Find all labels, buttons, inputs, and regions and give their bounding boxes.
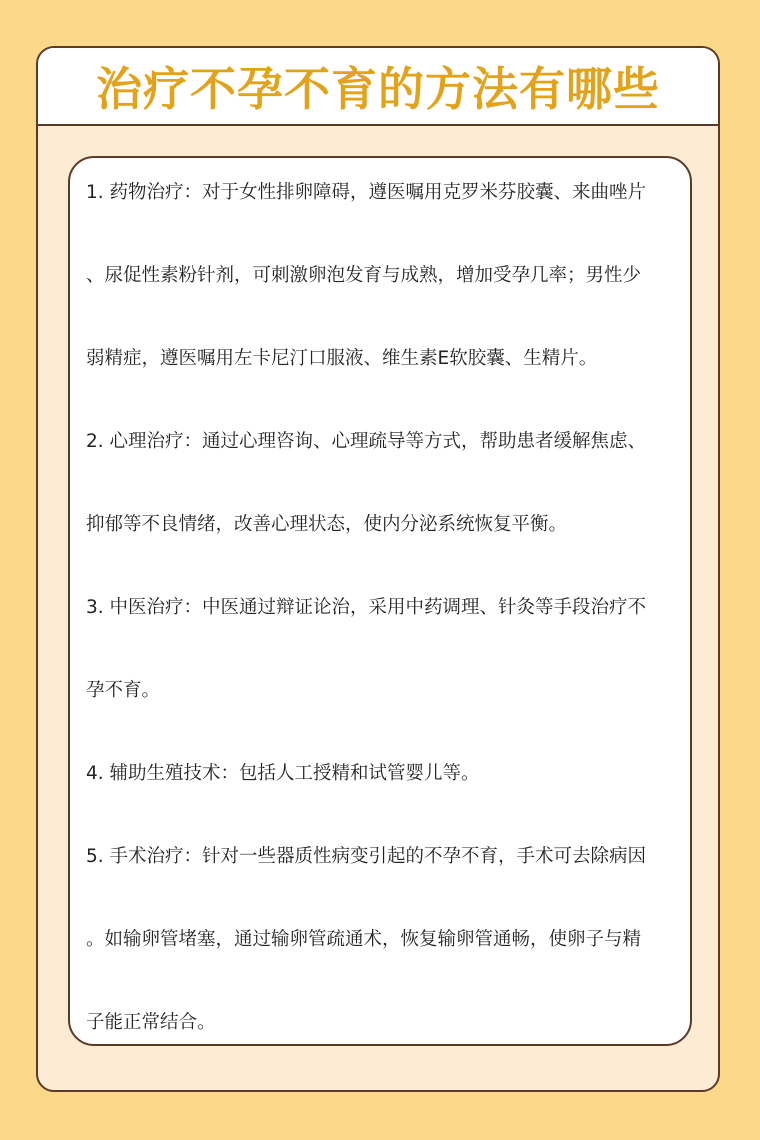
text-line: 1. 药物治疗：对于女性排卵障碍，遵医嘱用克罗米芬胶囊、来曲唑片: [86, 182, 647, 203]
text-line: 3. 中医治疗：中医通过辩证论治，采用中药调理、针灸等手段治疗不: [86, 597, 647, 618]
text-line: 抑郁等不良情绪，改善心理状态，使内分泌系统恢复平衡。: [86, 514, 568, 535]
content-box: [68, 156, 692, 1046]
text-line: 4. 辅助生殖技术：包括人工授精和试管婴儿等。: [86, 763, 480, 784]
text-line: 。如输卵管堵塞，通过输卵管疏通术，恢复输卵管通畅，使卵子与精: [86, 929, 642, 950]
page-title: 治疗不孕不育的方法有哪些: [96, 62, 660, 116]
text-line: 子能正常结合。: [86, 1012, 216, 1033]
text-line: 5. 手术治疗：针对一些器质性病变引起的不孕不育，手术可去除病因: [86, 846, 647, 867]
text-line: 弱精症，遵医嘱用左卡尼汀口服液、维生素E软胶囊、生精片。: [86, 348, 598, 369]
info-card: [36, 46, 720, 1092]
text-line: 2. 心理治疗：通过心理咨询、心理疏导等方式，帮助患者缓解焦虑、: [86, 431, 647, 452]
text-line: 孕不育。: [86, 680, 161, 701]
text-line: 、尿促性素粉针剂，可刺激卵泡发育与成熟，增加受孕几率；男性少: [86, 265, 642, 286]
title-bar: [38, 48, 718, 126]
